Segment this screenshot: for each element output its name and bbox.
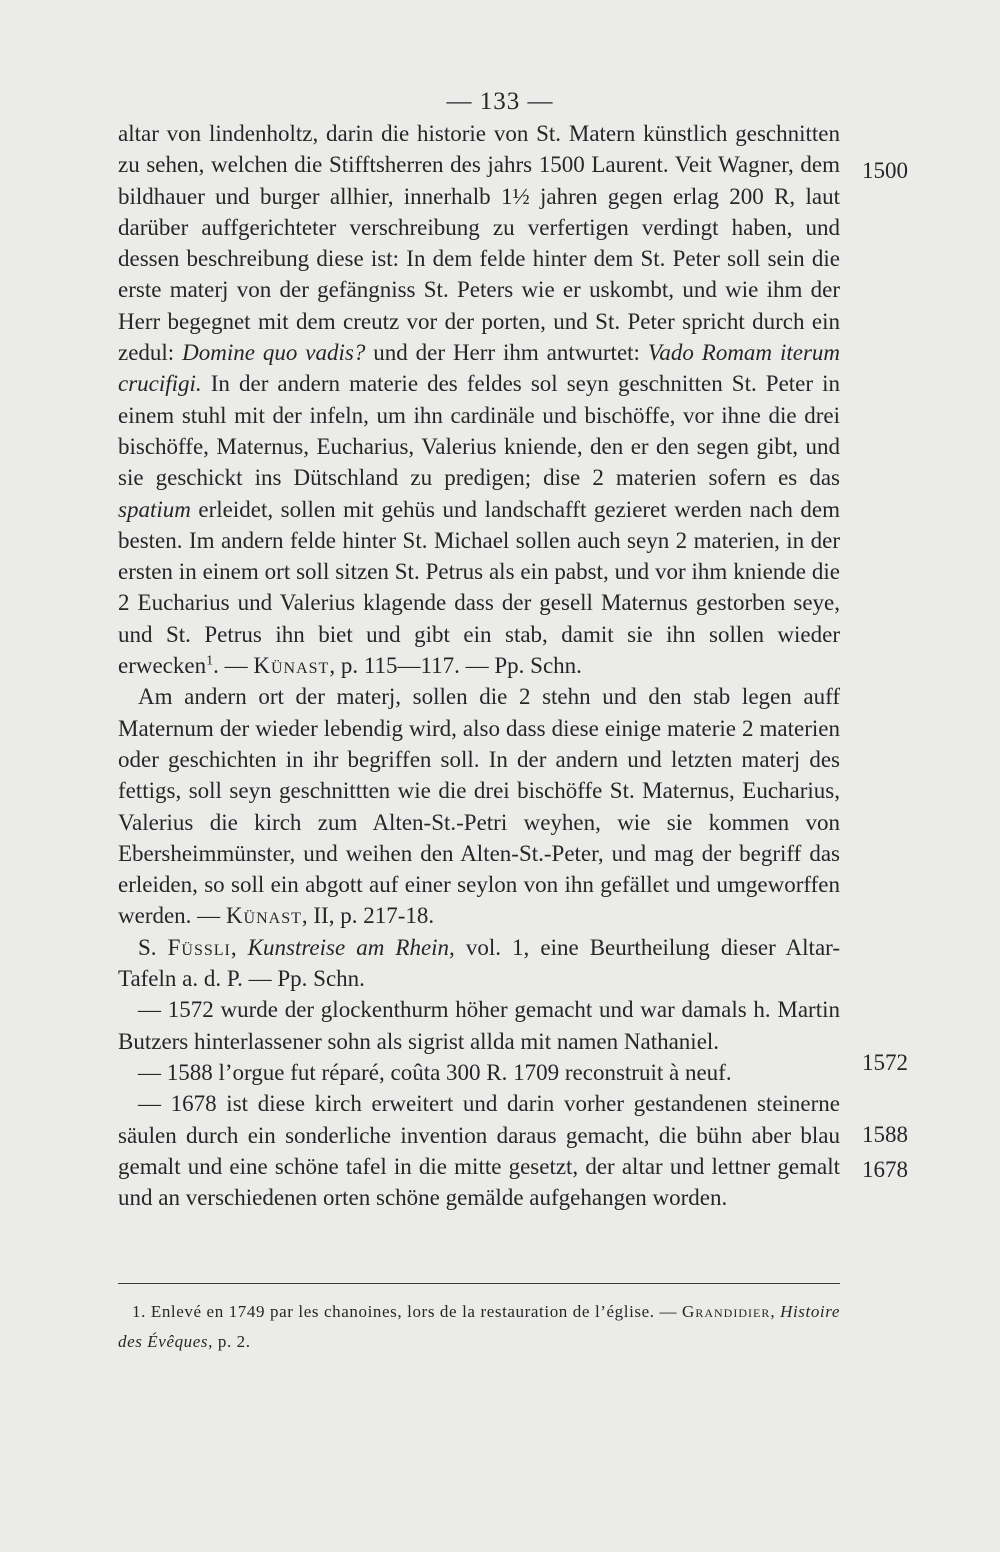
- latin-quote: Domine quo vadis?: [182, 340, 366, 366]
- footnote-divider: [118, 1283, 840, 1284]
- paragraph-andern-ort: [118, 681, 840, 931]
- footnote: [118, 1297, 840, 1357]
- margin-year: 1588: [862, 1122, 908, 1147]
- author-name: Füssli: [167, 934, 231, 960]
- book-title: Kunstreise am Rhein,: [247, 934, 455, 960]
- text-run: ,: [770, 1302, 781, 1321]
- paragraph-1572: — 1572 wurde der glockenthurm höher gemacht und war damals h. Martin Butzers hinterlassener sohn als sigrist allda mit namen Nathaniel.: [118, 997, 840, 1054]
- text-run: vol. 1, eine Beurtheilung dieser Altar-Tafeln a. d. P. — Pp. Schn.: [118, 934, 841, 992]
- main-text: [118, 118, 840, 1213]
- paragraph-1588: — 1588 l’orgue fut réparé, coûta 300 R. 1709 reconstruit à neuf.: [138, 1059, 732, 1085]
- paragraph-1678: — 1678 ist diese kirch erweitert und darin vorher gestandenen steinerne säulen durch ein sonderliche invention daraus gemacht, die bühn aber blau gemalt und eine schöne tafel in die mitte gesetzt, der altar und lettner gemalt und an verschiedenen orten schöne gemälde aufgehangen worden.: [118, 1091, 840, 1211]
- text-run: . —: [213, 653, 254, 679]
- book-title: Histoire des Évêques: [118, 1302, 840, 1351]
- page-number: — 133 —: [446, 88, 554, 115]
- footnote-reference: 1: [206, 653, 214, 669]
- text-run: S.: [138, 934, 168, 960]
- text-run: , p. 2.: [208, 1332, 251, 1351]
- margin-year: 1678: [862, 1157, 908, 1182]
- author-name: Künast: [225, 903, 302, 929]
- text-run: , p. 115—117. — Pp. Schn.: [329, 653, 582, 679]
- text-run: und der Herr ihm antwurtet:: [365, 340, 648, 366]
- paragraph-fuessli: [118, 932, 840, 995]
- text-run: In der andern materie des feldes sol seyn geschnitten St. Peter in einem stuhl mit der infeln, um ihn cardinäle und bischöffe, vor ihne die drei bischöffe, Maternus, Eucharius, Valerius kniende, den er den segen gibt, und sie geschickt ins Dütschland zu predigen; dise 2 materien sofern es das: [118, 371, 840, 491]
- author-name: Künast: [253, 653, 330, 679]
- text-run: Am andern ort der materj, sollen die 2 stehn und den stab legen auff Maternum der wieder lebendig wird, also dass diese einige materie 2 materien oder geschichten in ihr begriffen soll. In der andern und letzten materj des fettigs, soll seyn geschnittten wie die drei bischöffe St. Maternus, Eucharius, Valerius die kirch zum Alten-St.-Petri weyhen, wie sie kommen von Ebersheimmünster, und weihen den Alten-St.-Peter, und mag der begriff das erleiden, so soll ein abgott auf einer seylon von ihn gefället und umgeworffen werden. —: [118, 684, 840, 929]
- text-run: , II, p. 217-18.: [301, 903, 435, 929]
- text-run: ,: [230, 934, 248, 960]
- latin-quote: Vado Romam iterum crucifigi.: [118, 340, 841, 397]
- text-run: altar von lindenholtz, darin die historie von St. Matern künstlich geschnitten zu sehen, welchen die Stifftsherren des jahrs 1500 Laurent. Veit Wagner, dem bildhauer und burger allhier, innerhalb 1½ jahren gegen erlag 200 R, laut darüber auffgerichteter verschreibung zu verfertigen verdingt haben, und dessen beschreibung diese ist: In dem felde hinter dem St. Peter soll sein die erste materj von der gefängniss St. Peters wie er uskombt, und wie ihm der Herr begegnet mit dem creutz vor der porten, und St. Peter spricht durch ein zedul:: [118, 121, 840, 366]
- paragraph-altar: [118, 118, 840, 681]
- latin-word: spatium: [118, 496, 191, 522]
- text-run: erleidet, sollen mit gehüs und landschafft gezieret werden nach dem besten. Im andern felde hinter St. Michael sollen auch seyn 2 materien, in der ersten in einem ort soll sitzen St. Petrus als ein pabst, und vor ihm kniende die 2 Eucharius und Valerius klagende dass der gesell Maternus gestorben seye, und St. Petrus ihn biet und gibt ein stab, damit sie ihn sollen wieder erwecken: [118, 496, 840, 679]
- margin-year: 1500: [862, 158, 908, 183]
- margin-year: 1572: [862, 1050, 908, 1075]
- author-name: Grandidier: [682, 1302, 771, 1321]
- text-run: 1. Enlevé en 1749 par les chanoines, lors de la restauration de l’église. —: [132, 1302, 683, 1321]
